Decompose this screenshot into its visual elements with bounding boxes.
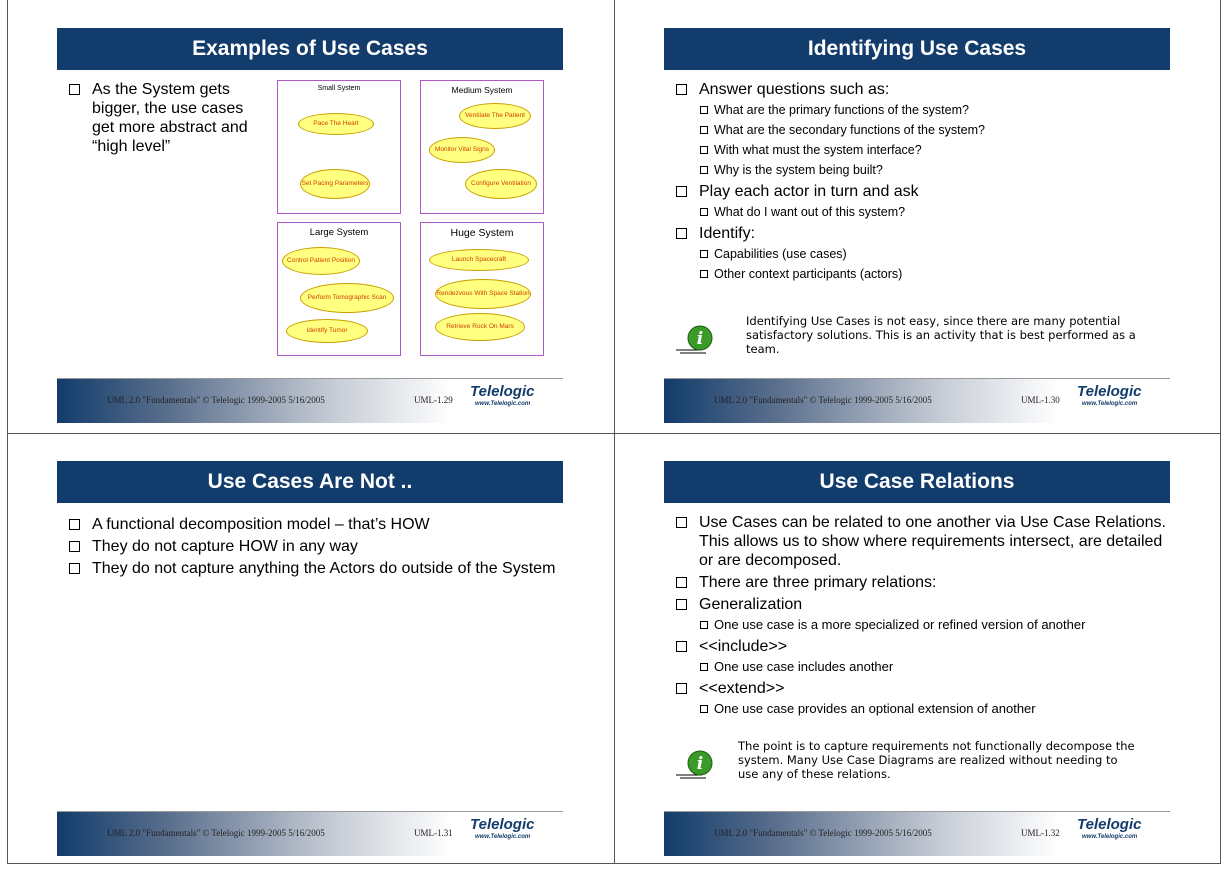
sub-bullet: One use case is a more specialized or refined version of another [672,617,1167,633]
use-case: Monitor Vital Signs [429,137,495,163]
panel-title: Medium System [451,85,513,95]
footer-copyright: UML 2.0 "Fundamentals" © Telelogic 1999-2005 5/16/2005 [107,395,325,405]
panel-title: Small System [317,85,361,92]
use-case: Rendezvous With Space Station [435,279,531,309]
slide-1 [57,28,563,438]
telelogic-logo: Telelogic [1077,816,1142,833]
sub-bullet: Other context participants (actors) [672,266,1167,282]
sub-bullet: One use case includes another [672,659,1167,675]
slide-footer [57,811,563,856]
panel-huge-system [420,222,544,356]
use-case: Ventilate The Patient [459,103,531,129]
sub-bullet: With what must the system interface? [672,142,1167,158]
use-case-diagram [277,80,547,358]
bullet: Identify: [672,224,1167,243]
slide-title: Examples of Use Cases [57,28,563,70]
info-note [676,739,1156,785]
footer-copyright: UML 2.0 "Fundamentals" © Telelogic 1999-2005 5/16/2005 [714,395,932,405]
bullet: Play each actor in turn and ask [672,182,1167,201]
bullet: As the System gets bigger, the use cases get more abstract and “high level” [65,80,265,156]
bullet: <<include>> [672,637,1167,656]
slide-footer [664,811,1170,856]
use-case: Control Patient Position [282,247,360,275]
logo-url: www.Telelogic.com [475,834,531,840]
page-number: UML-1.29 [414,395,453,405]
sub-bullet: What are the primary functions of the system? [672,102,1167,118]
logo-url: www.Telelogic.com [1082,401,1138,407]
slide-footer [57,378,563,423]
footer-copyright: UML 2.0 "Fundamentals" © Telelogic 1999-2005 5/16/2005 [107,828,325,838]
bullet: There are three primary relations: [672,573,1167,592]
telelogic-logo: Telelogic [470,816,535,833]
slide-content [672,80,1167,286]
slide-title: Use Cases Are Not .. [57,461,563,503]
telelogic-logo: Telelogic [1077,383,1142,400]
bullet: <<extend>> [672,679,1167,698]
slide-title: Identifying Use Cases [664,28,1170,70]
bullet: They do not capture HOW in any way [65,537,560,556]
slide-2 [664,28,1170,438]
bullet: Generalization [672,595,1167,614]
info-note [676,314,1156,360]
use-case: Identify Tumor [286,319,368,343]
use-case: Perform Tomographic Scan [300,283,394,313]
bullet: Answer questions such as: [672,80,1167,99]
use-case: Retrieve Rock On Mars [435,313,525,341]
page-number: UML-1.30 [1021,395,1060,405]
info-icon [676,745,714,781]
slide-4 [664,461,1170,871]
sub-bullet: What are the secondary functions of the system? [672,122,1167,138]
slide-content [65,515,560,581]
telelogic-logo: Telelogic [470,383,535,400]
panel-small-system [277,80,401,214]
sub-bullet: Capabilities (use cases) [672,246,1167,262]
note-text: The point is to capture requirements not functionally decompose the system. Many Use Case Diagrams are realized without needing to use any of these relations. [738,739,1135,781]
panel-large-system [277,222,401,356]
page-number: UML-1.31 [414,828,453,838]
slide-title: Use Case Relations [664,461,1170,503]
panel-title: Huge System [450,227,514,239]
logo-url: www.Telelogic.com [1082,834,1138,840]
bullet: A functional decomposition model – that’s HOW [65,515,560,534]
logo-url: www.Telelogic.com [475,401,531,407]
page-number: UML-1.32 [1021,828,1060,838]
slide-content [672,513,1167,721]
divider-vertical [614,0,615,864]
bullet: They do not capture anything the Actors do outside of the System [65,559,560,578]
svg-text:i: i [696,754,704,774]
sub-bullet: One use case provides an optional extension of another [672,701,1167,717]
slide-footer [664,378,1170,423]
bullet: Use Cases can be related to one another via Use Case Relations. This allows us to show where requirements intersect, are detailed or are decomposed. [672,513,1167,570]
sub-bullet: What do I want out of this system? [672,204,1167,220]
note-text: Identifying Use Cases is not easy, since there are many potential satisfactory solutions. This is an activity that is best performed as a team. [746,314,1136,356]
sub-bullet: Why is the system being built? [672,162,1167,178]
info-icon [676,320,714,356]
use-case: Configure Ventilation [465,169,537,199]
slide-content [65,80,265,159]
panel-medium-system [420,80,544,214]
svg-text:i: i [696,329,704,349]
slide-3 [57,461,563,871]
use-case: Launch Spacecraft [429,249,529,271]
use-case: Pace The Heart [298,113,374,135]
footer-copyright: UML 2.0 "Fundamentals" © Telelogic 1999-2005 5/16/2005 [714,828,932,838]
panel-title: Large System [309,227,369,238]
use-case: Set Pacing Parameters [300,169,370,199]
